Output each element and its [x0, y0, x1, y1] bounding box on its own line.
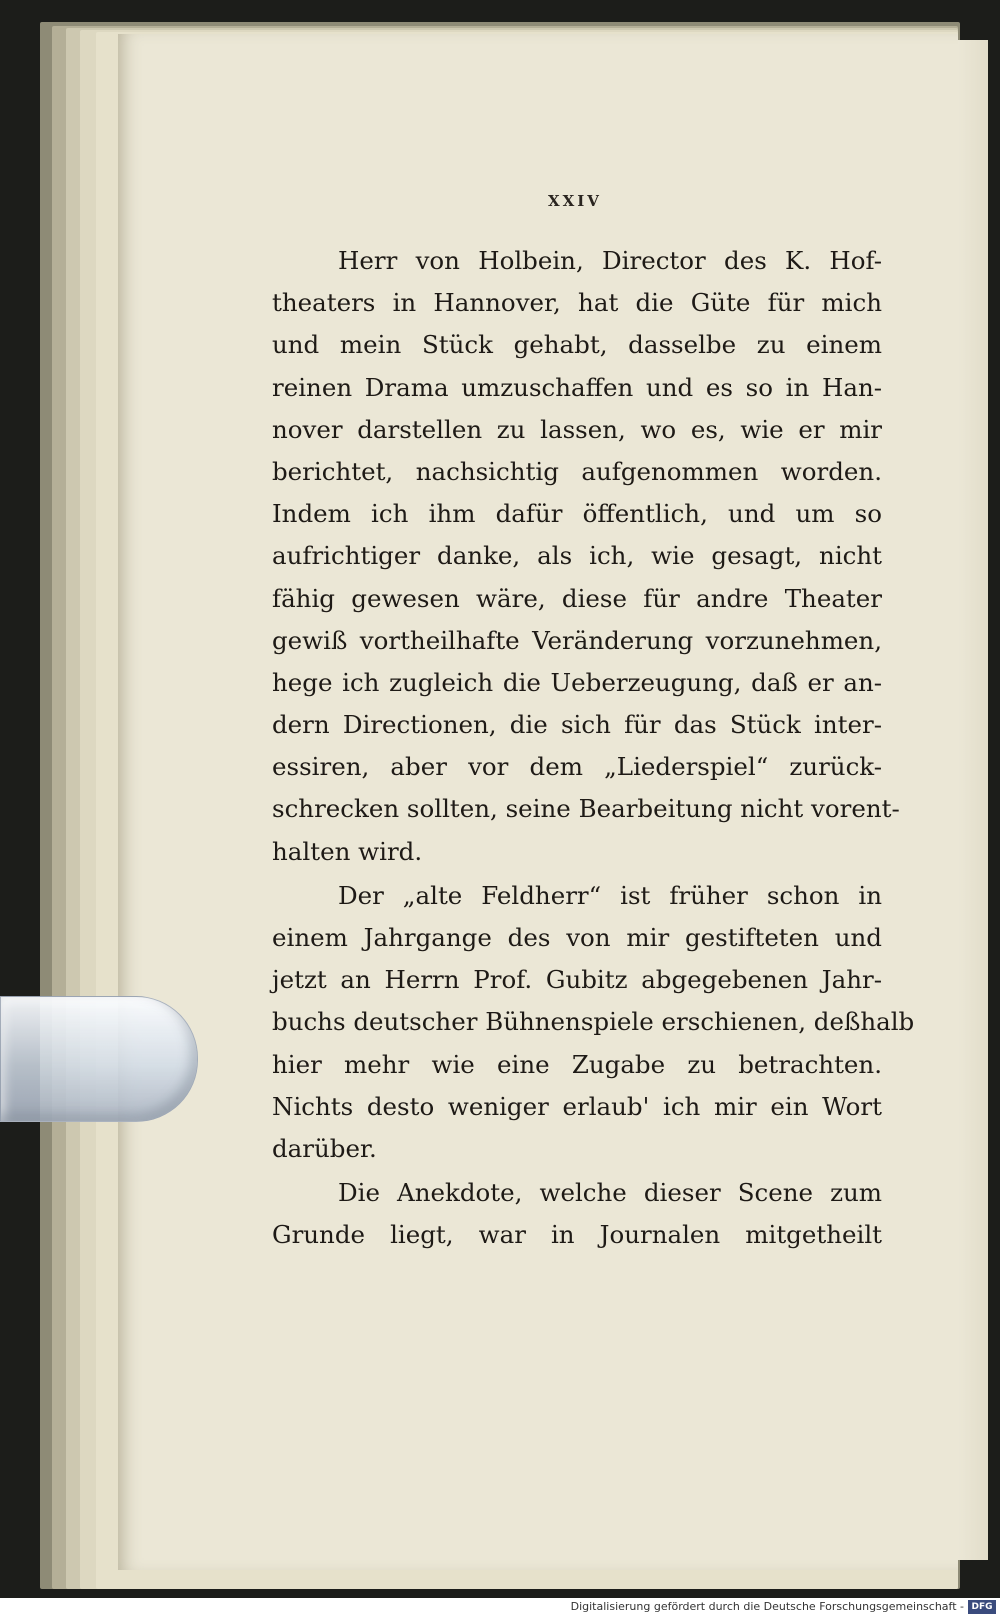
- text-line: Herr von Holbein, Director des K. Hof-: [338, 246, 882, 275]
- text-line: Der „alte Feldherr“ ist früher schon in: [338, 880, 882, 910]
- text-line: Grunde liegt, war in Journalen mitgetheilt: [272, 1220, 882, 1250]
- paragraph: [272, 1172, 882, 1256]
- body-text: [272, 240, 915, 1257]
- text-line: Indem ich ihm dafür öffentlich, und um so: [272, 499, 882, 529]
- page-number: XXIV: [548, 192, 602, 210]
- text-line: essiren, aber vor dem „Liederspiel“ zurück-: [272, 752, 882, 782]
- text-line: darüber.: [272, 1133, 377, 1163]
- text-line: reinen Drama umzuschaffen und es so in Han-: [272, 372, 882, 402]
- text-line: halten wird.: [272, 836, 423, 866]
- text-line: buchs deutscher Bühnenspiele erschienen, deßhalb: [272, 1007, 915, 1037]
- text-line: berichtet, nachsichtig aufgenommen worden.: [272, 456, 882, 486]
- text-line: Nichts desto weniger erlaub' ich mir ein Wort: [272, 1091, 882, 1121]
- text-line: dern Directionen, die sich für das Stück inter-: [272, 710, 882, 740]
- footer-bar: [0, 1598, 1000, 1617]
- page-fold-shadow: [958, 40, 988, 1560]
- text-line: nover darstellen zu lassen, wo es, wie er mir: [272, 414, 882, 444]
- dfg-logo: DFG: [968, 1600, 996, 1614]
- text-line: Die Anekdote, welche dieser Scene zum: [338, 1178, 882, 1208]
- text-line: fähig gewesen wäre, diese für andre Theater: [272, 583, 882, 613]
- text-line: theaters in Hannover, hat die Güte für mich: [272, 288, 882, 318]
- text-line: einem Jahrgange des von mir gestifteten und: [272, 923, 882, 952]
- text-line: gewiß vortheilhafte Veränderung vorzunehmen,: [272, 625, 882, 655]
- text-line: aufrichtiger danke, als ich, wie gesagt, nicht: [272, 541, 882, 571]
- text-line: jetzt an Herrn Prof. Gubitz abgegebenen Jahr-: [272, 965, 882, 995]
- page-clip: [0, 996, 198, 1122]
- funding-notice: Digitalisierung gefördert durch die Deutsche Forschungsgemeinschaft -: [570, 1600, 964, 1613]
- text-line: schrecken sollten, seine Bearbeitung nicht vorent-: [272, 794, 900, 824]
- paragraph: [272, 240, 900, 873]
- text-line: hege ich zugleich die Ueberzeugung, daß er an-: [272, 667, 882, 697]
- paragraph: [272, 875, 915, 1170]
- text-line: und mein Stück gehabt, dasselbe zu einem: [272, 330, 882, 360]
- text-line: hier mehr wie eine Zugabe zu betrachten.: [272, 1049, 882, 1079]
